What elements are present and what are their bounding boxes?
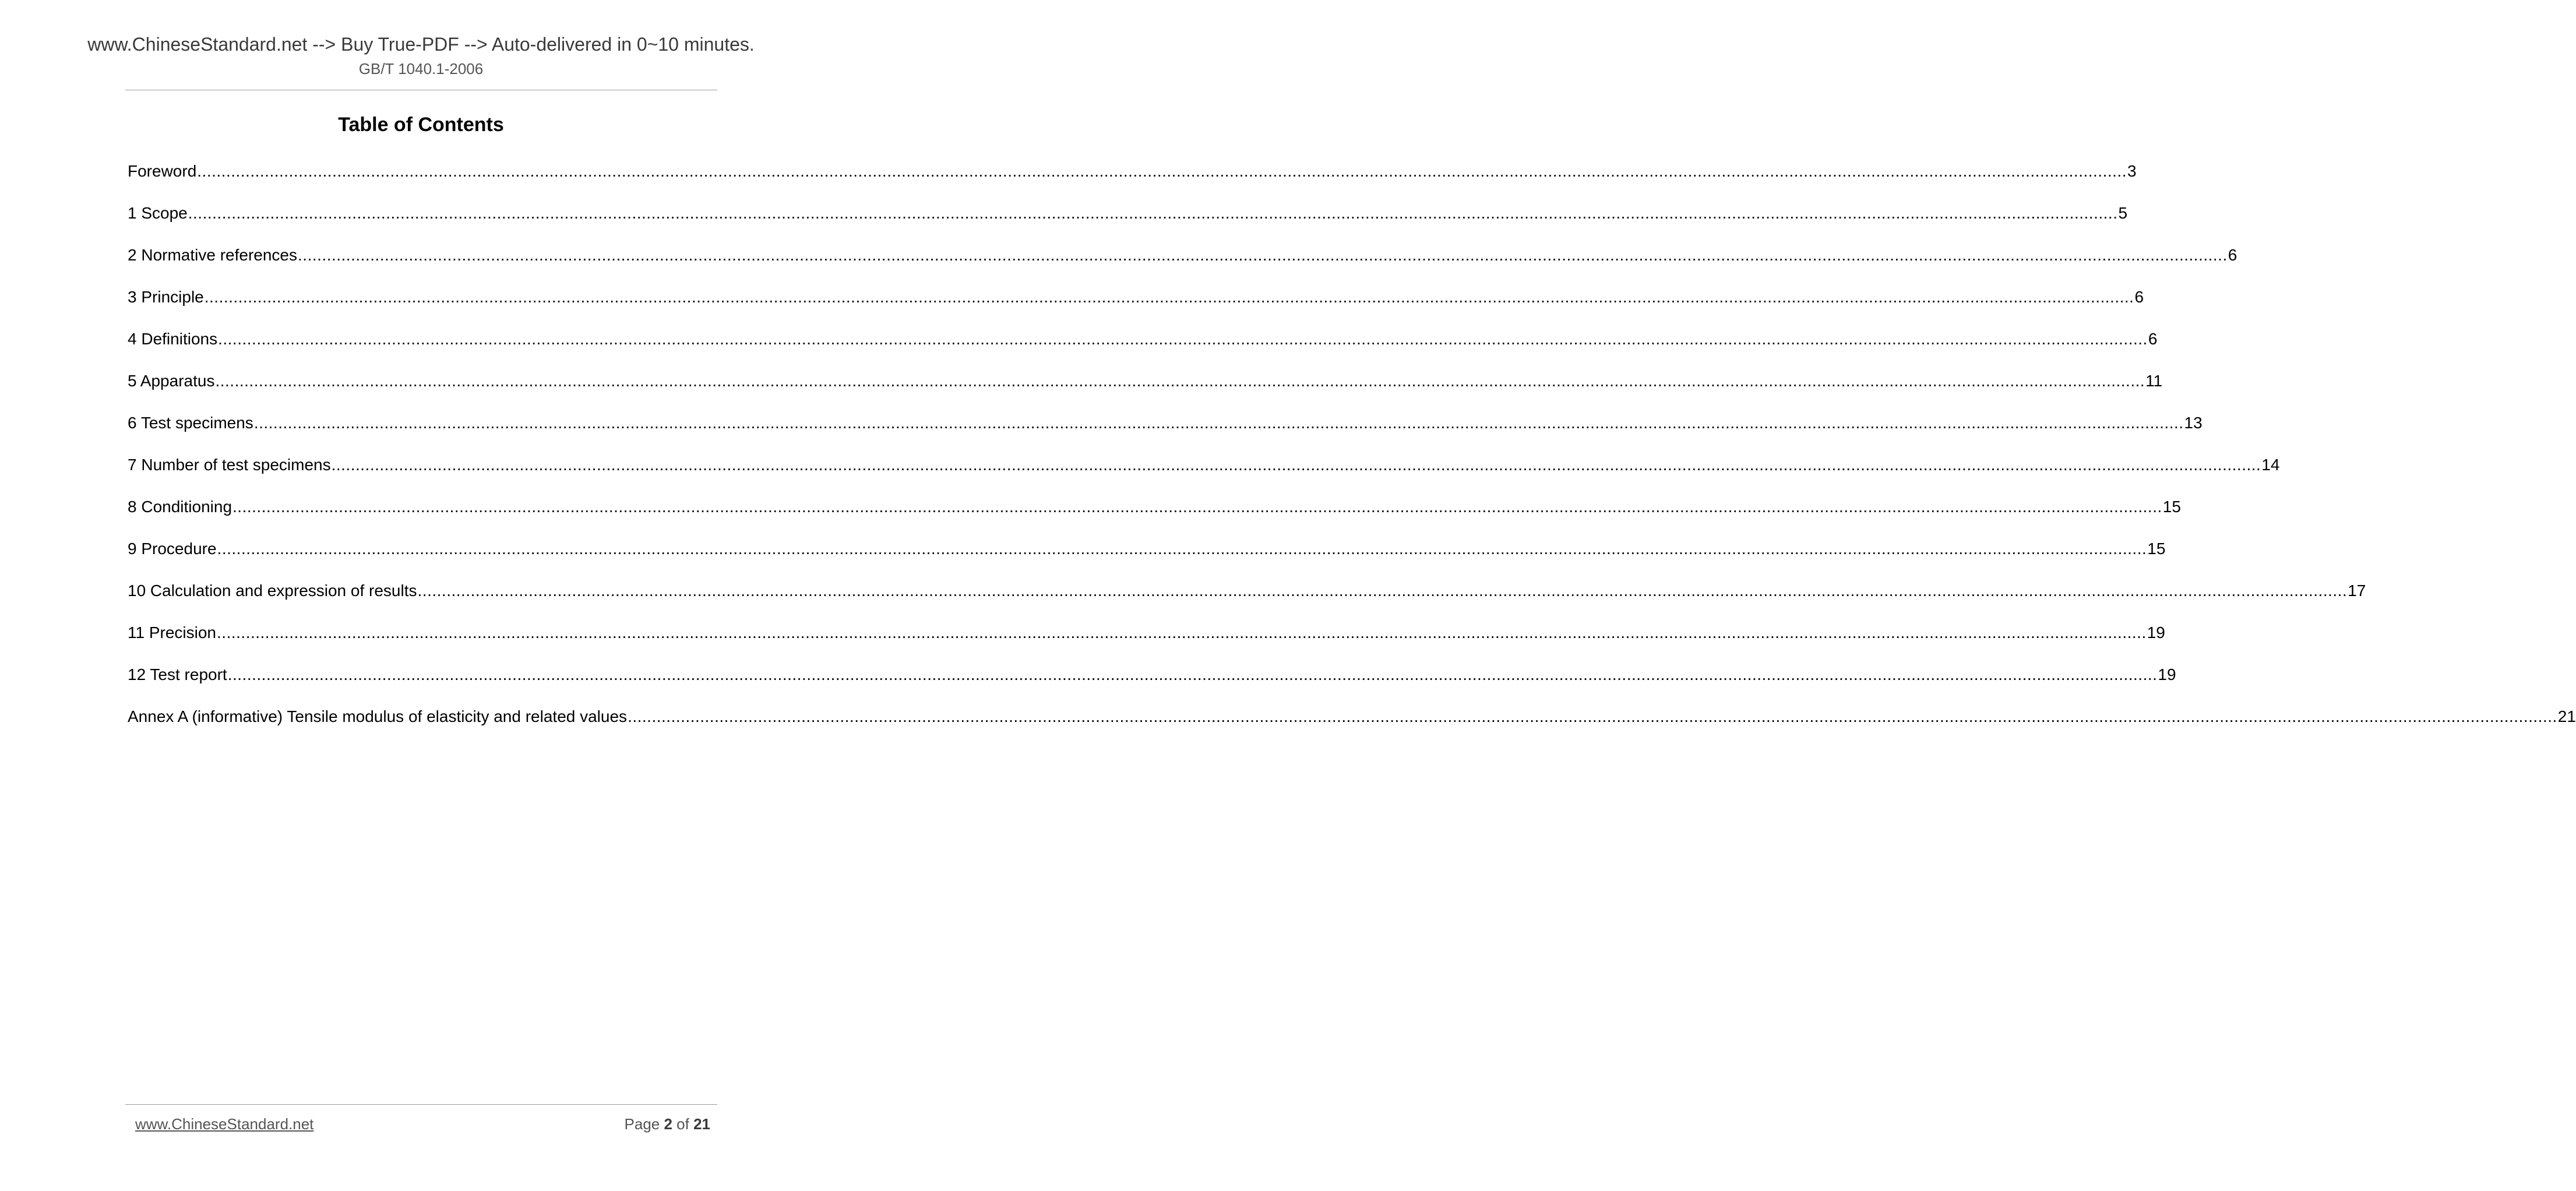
toc-entry-page: 15	[2147, 540, 2166, 558]
toc-entry-label: 1 Scope	[128, 204, 188, 222]
toc-entry-page: 19	[2147, 623, 2165, 642]
toc-entry-label: 5 Apparatus	[128, 372, 215, 390]
toc-entry-page: 5	[2118, 204, 2128, 222]
toc-leader-dots: ................................................................................................................................................................................................................................................................................................................................................................................................................	[417, 582, 2348, 600]
toc-entry-label: 7 Number of test specimens	[128, 456, 331, 474]
toc-leader-dots: ................................................................................................................................................................................................................................................................................................................................................................................................................	[197, 162, 2127, 180]
toc-entry-label: 2 Normative references	[128, 246, 298, 264]
header-banner: www.ChineseStandard.net --> Buy True-PDF --> Auto-delivered in 0~10 minutes.	[87, 34, 755, 55]
toc-entry-page: 21	[2557, 707, 2576, 725]
toc-entry-principle[interactable]	[128, 284, 2144, 326]
standard-code: GB/T 1040.1-2006	[358, 60, 484, 77]
toc-entry-page: 6	[2148, 330, 2158, 348]
toc-entry-procedure[interactable]	[128, 536, 2166, 578]
toc-entry-calculation[interactable]	[128, 578, 2366, 620]
toc-entry-page: 6	[2134, 288, 2144, 306]
toc-entry-label: 6 Test specimens	[128, 414, 253, 432]
toc-entry-label: Annex A (informative) Tensile modulus of elasticity and related values	[128, 707, 628, 725]
toc-entry-test-specimens[interactable]	[128, 410, 2203, 452]
toc-title: Table of Contents	[338, 114, 504, 136]
toc-entry-label: 11 Precision	[128, 623, 217, 642]
toc-leader-dots: ................................................................................................................................................................................................................................................................................................................................................................................................................	[227, 665, 2158, 683]
toc-entry-page: 6	[2228, 246, 2237, 264]
toc-leader-dots: ................................................................................................................................................................................................................................................................................................................................................................................................................	[232, 498, 2162, 516]
toc-leader-dots: ................................................................................................................................................................................................................................................................................................................................................................................................................	[217, 540, 2147, 558]
toc-entry-label: 3 Principle	[128, 288, 204, 306]
footer-divider	[125, 1104, 717, 1105]
toc-entry-page: 13	[2184, 414, 2203, 432]
toc-leader-dots: ................................................................................................................................................................................................................................................................................................................................................................................................................	[215, 372, 2145, 390]
toc-leader-dots: ................................................................................................................................................................................................................................................................................................................................................................................................................	[204, 288, 2134, 306]
toc-entry-page: 3	[2127, 162, 2137, 180]
page-prefix: Page	[624, 1115, 664, 1133]
toc-entry-number-of-test-specimens[interactable]	[128, 452, 2280, 494]
toc-leader-dots: ................................................................................................................................................................................................................................................................................................................................................................................................................	[253, 414, 2184, 432]
page-of: of	[672, 1115, 694, 1133]
toc-list	[128, 158, 2576, 746]
toc-entry-definitions[interactable]	[128, 326, 2158, 368]
toc-entry-test-report[interactable]	[128, 662, 2176, 704]
toc-entry-annex-a[interactable]	[128, 704, 2576, 746]
toc-entry-scope[interactable]	[128, 200, 2128, 242]
current-page: 2	[664, 1115, 672, 1133]
toc-leader-dots: ................................................................................................................................................................................................................................................................................................................................................................................................................	[188, 204, 2118, 222]
toc-entry-label: 9 Procedure	[128, 540, 217, 558]
toc-entry-label: 4 Definitions	[128, 330, 218, 348]
toc-leader-dots: ................................................................................................................................................................................................................................................................................................................................................................................................................	[331, 456, 2261, 474]
toc-leader-dots: ................................................................................................................................................................................................................................................................................................................................................................................................................	[218, 330, 2148, 348]
toc-entry-page: 17	[2348, 582, 2366, 600]
toc-entry-page: 15	[2162, 498, 2181, 516]
toc-entry-apparatus[interactable]	[128, 368, 2163, 410]
toc-entry-label: 10 Calculation and expression of results	[128, 582, 417, 600]
footer-page-number	[625, 1114, 710, 1134]
total-pages: 21	[693, 1115, 710, 1133]
toc-entry-page: 11	[2145, 372, 2163, 390]
toc-entry-page: 19	[2158, 665, 2176, 683]
toc-entry-label: 12 Test report	[128, 665, 227, 683]
toc-leader-dots: ................................................................................................................................................................................................................................................................................................................................................................................................................	[628, 707, 2557, 725]
toc-entry-foreword[interactable]	[128, 158, 2137, 200]
toc-entry-conditioning[interactable]	[128, 494, 2181, 536]
toc-entry-precision[interactable]	[128, 620, 2165, 662]
toc-entry-label: 8 Conditioning	[128, 498, 232, 516]
toc-entry-page: 14	[2261, 456, 2280, 474]
toc-entry-label: Foreword	[128, 162, 197, 180]
footer-site-link[interactable]: www.ChineseStandard.net	[135, 1115, 314, 1133]
toc-leader-dots: ................................................................................................................................................................................................................................................................................................................................................................................................................	[217, 623, 2147, 642]
toc-leader-dots: ................................................................................................................................................................................................................................................................................................................................................................................................................	[298, 246, 2228, 264]
toc-entry-normative-references[interactable]	[128, 242, 2237, 284]
